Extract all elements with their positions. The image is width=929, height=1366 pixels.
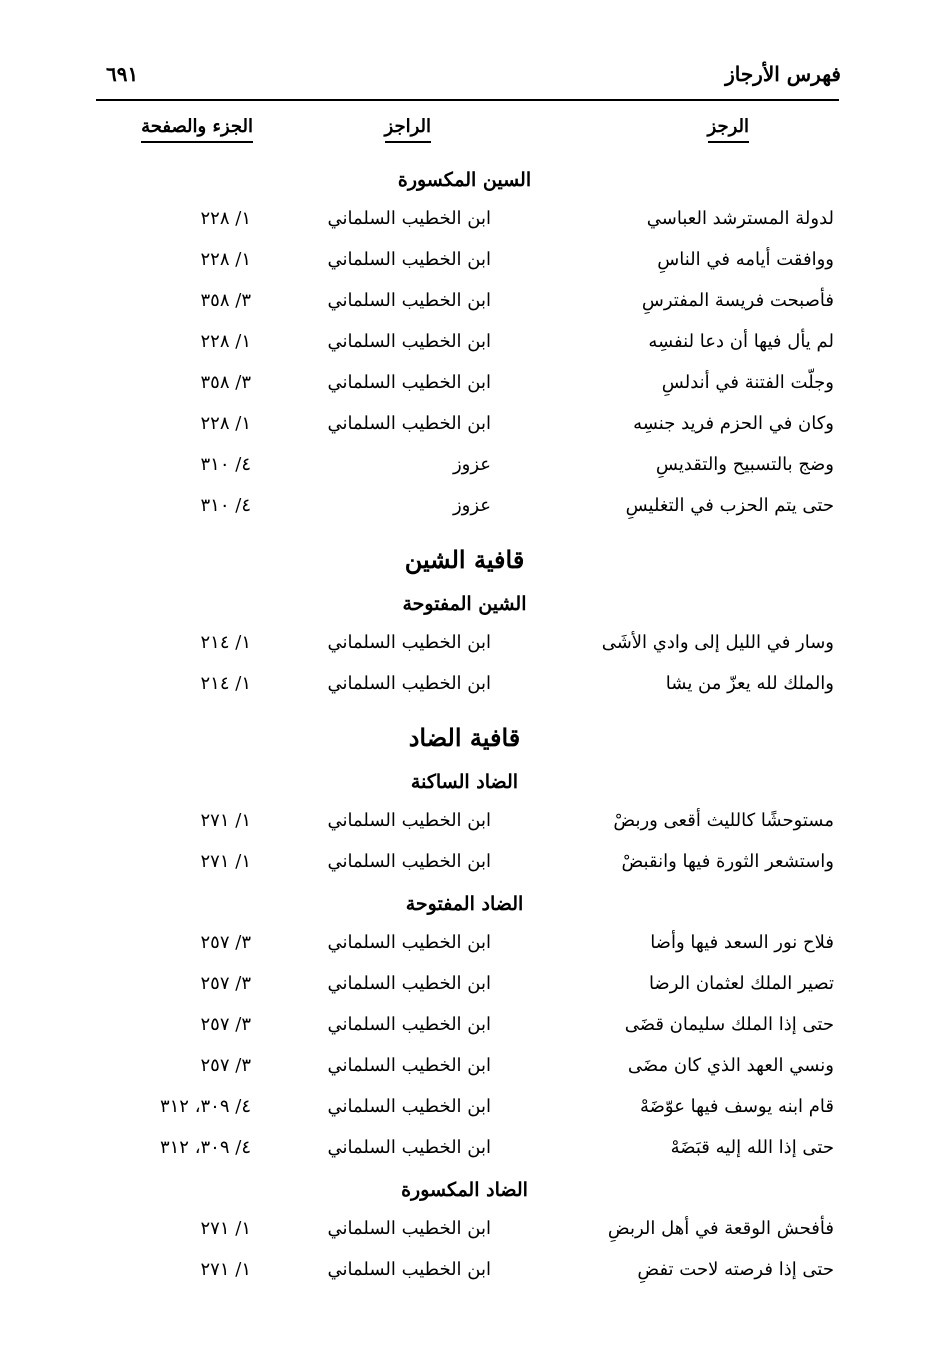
index-row xyxy=(0,1251,929,1292)
poet-name: ابن الخطيب السلماني xyxy=(327,1259,491,1280)
verse-text: ووافقت أيامه في الناسِ xyxy=(657,249,834,270)
index-row xyxy=(0,1210,929,1251)
index-row xyxy=(0,924,929,965)
volume-page-reference: ١/ ٢١٤ xyxy=(200,632,251,653)
verse-text: حتى إذا فرصته لاحت تفضِ xyxy=(637,1259,834,1280)
page-column-heading: الجزء والصفحة xyxy=(141,116,253,143)
volume-page-reference: ١/ ٢٢٨ xyxy=(200,208,251,229)
running-title: فهرس الأرجاز xyxy=(725,62,841,86)
poet-name: ابن الخطيب السلماني xyxy=(327,673,491,694)
poet-name: ابن الخطيب السلماني xyxy=(327,1096,491,1117)
volume-page-reference: ٣/ ٣٥٨ xyxy=(200,372,251,393)
verse-text: وكان في الحزم فريد جنسِه xyxy=(633,413,834,434)
index-row xyxy=(0,1129,929,1170)
index-row xyxy=(0,665,929,706)
poet-name: ابن الخطيب السلماني xyxy=(327,290,491,311)
rhyme-subsection-title: الضاد المكسورة xyxy=(401,1179,528,1201)
volume-page-reference: ٣/ ٢٥٧ xyxy=(200,973,251,994)
volume-page-reference: ٤/ ٣٠٩، ٣١٢ xyxy=(159,1096,251,1117)
verse-text: وجلّت الفتنة في أندلسِ xyxy=(661,372,834,393)
index-row xyxy=(0,1088,929,1129)
rhyme-section-title: قافية الشين xyxy=(404,545,525,574)
verse-text: قام ابنه يوسف فيها عوّضَهْ xyxy=(639,1096,834,1117)
index-row xyxy=(0,200,929,241)
index-row xyxy=(0,241,929,282)
volume-page-reference: ٤/ ٣١٠ xyxy=(200,495,251,516)
index-row xyxy=(0,405,929,446)
poet-name: ابن الخطيب السلماني xyxy=(327,932,491,953)
verse-text: والملك لله يعزّ من يشا xyxy=(665,673,834,694)
volume-page-reference: ١/ ٢٢٨ xyxy=(200,413,251,434)
index-row xyxy=(0,843,929,884)
page-header xyxy=(96,62,841,98)
poet-name: ابن الخطيب السلماني xyxy=(327,810,491,831)
rhyme-section-title: قافية الضاد xyxy=(408,723,521,752)
index-row xyxy=(0,323,929,364)
volume-page-reference: ٣/ ٢٥٧ xyxy=(200,932,251,953)
poet-column-heading: الراجز xyxy=(385,116,431,143)
poet-name: عزوز xyxy=(452,454,491,475)
index-row xyxy=(0,1047,929,1088)
volume-page-reference: ١/ ٢٢٨ xyxy=(200,331,251,352)
verse-text: حتى يتم الحزب في التغليسِ xyxy=(625,495,834,516)
poet-name: ابن الخطيب السلماني xyxy=(327,249,491,270)
poet-name: ابن الخطيب السلماني xyxy=(327,1014,491,1035)
volume-page-reference: ١/ ٢١٤ xyxy=(200,673,251,694)
verse-text: ونسي العهد الذي كان مضَى xyxy=(627,1055,834,1076)
verse-text: مستوحشًا كالليث أقعى وربضْ xyxy=(613,810,834,831)
verse-text: لم يأل فيها أن دعا لنفسِه xyxy=(648,331,834,352)
poet-name: ابن الخطيب السلماني xyxy=(327,1137,491,1158)
verse-text: وسار في الليل إلى وادي الأشَى xyxy=(601,632,834,653)
index-row xyxy=(0,1006,929,1047)
verse-text: لدولة المسترشد العباسي xyxy=(646,208,834,229)
verse-column-heading: الرجز xyxy=(708,116,749,143)
index-row xyxy=(0,965,929,1006)
volume-page-reference: ٣/ ٢٥٧ xyxy=(200,1014,251,1035)
volume-page-reference: ٤/ ٣١٠ xyxy=(200,454,251,475)
column-headings xyxy=(0,116,929,156)
verse-text: تصير الملك لعثمان الرضا xyxy=(648,973,834,994)
header-rule xyxy=(96,99,839,101)
rhyme-subsection-title: الضاد المفتوحة xyxy=(405,893,524,915)
poet-name: ابن الخطيب السلماني xyxy=(327,413,491,434)
page-number: ٦٩١ xyxy=(106,62,139,86)
index-row xyxy=(0,802,929,843)
verse-text: فأصبحت فريسة المفترسِ xyxy=(641,290,834,311)
index-row xyxy=(0,487,929,528)
index-content xyxy=(0,160,929,1292)
poet-name: ابن الخطيب السلماني xyxy=(327,632,491,653)
verse-text: فلاح نور السعد فيها وأضا xyxy=(650,932,834,953)
poet-name: عزوز xyxy=(452,495,491,516)
verse-text: فأفحش الوقعة في أهل الربضِ xyxy=(607,1218,834,1239)
verse-text: حتى إذا الله إليه قبَضَهْ xyxy=(670,1137,834,1158)
poet-name: ابن الخطيب السلماني xyxy=(327,973,491,994)
index-row xyxy=(0,446,929,487)
volume-page-reference: ١/ ٢٧١ xyxy=(200,1259,251,1280)
poet-name: ابن الخطيب السلماني xyxy=(327,372,491,393)
poet-name: ابن الخطيب السلماني xyxy=(327,1055,491,1076)
volume-page-reference: ١/ ٢٧١ xyxy=(200,1218,251,1239)
poet-name: ابن الخطيب السلماني xyxy=(327,331,491,352)
volume-page-reference: ١/ ٢٢٨ xyxy=(200,249,251,270)
poet-name: ابن الخطيب السلماني xyxy=(327,1218,491,1239)
rhyme-subsection-title: الشين المفتوحة xyxy=(402,593,527,615)
index-row xyxy=(0,624,929,665)
index-row xyxy=(0,364,929,405)
volume-page-reference: ٤/ ٣٠٩، ٣١٢ xyxy=(159,1137,251,1158)
volume-page-reference: ١/ ٢٧١ xyxy=(200,851,251,872)
verse-text: حتى إذا الملك سليمان قضَى xyxy=(624,1014,834,1035)
volume-page-reference: ١/ ٢٧١ xyxy=(200,810,251,831)
rhyme-subsection-title: السين المكسورة xyxy=(397,169,532,191)
volume-page-reference: ٣/ ٢٥٧ xyxy=(200,1055,251,1076)
poet-name: ابن الخطيب السلماني xyxy=(327,208,491,229)
volume-page-reference: ٣/ ٣٥٨ xyxy=(200,290,251,311)
index-row xyxy=(0,282,929,323)
poet-name: ابن الخطيب السلماني xyxy=(327,851,491,872)
verse-text: وضج بالتسبيح والتقديسِ xyxy=(655,454,834,475)
verse-text: واستشعر الثورة فيها وانقبضْ xyxy=(621,851,834,872)
rhyme-subsection-title: الضاد الساكنة xyxy=(410,771,519,793)
